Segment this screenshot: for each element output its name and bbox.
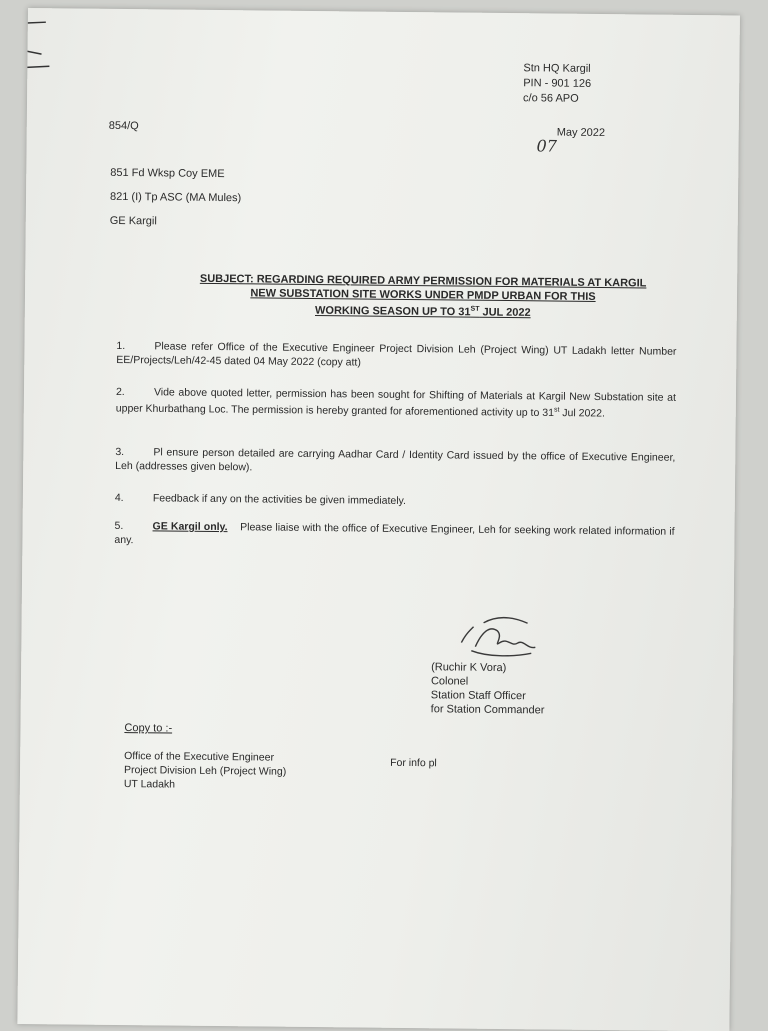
addressee-1: 851 Fd Wksp Coy EME (110, 166, 225, 181)
signatory-name: (Ruchir K Vora) (431, 661, 507, 675)
copy-line-3: UT Ladakh (123, 778, 176, 791)
signatory-rank: Colonel (430, 675, 469, 688)
signature-scribble (453, 612, 554, 665)
addressee-3: GE Kargil (109, 214, 157, 228)
reference-number: 854/Q (108, 119, 139, 133)
apo-address: c/o 56 APO (523, 92, 579, 105)
copy-line-2: Project Division Leh (Project Wing) (123, 764, 287, 778)
copy-to-heading: Copy to :- (124, 722, 173, 735)
paragraph-1: 1. Please refer Office of the Executive Engineer Project Division Leh (Project Wing) UT Ladakh letter Number EE/Projects/Leh/42-45 dated 04 May 2022 (copy att) (116, 339, 677, 369)
paragraph-5-lead: GE Kargil only. (152, 520, 228, 534)
addressee-2: 821 (I) Tp ASC (MA Mules) (109, 190, 242, 205)
signatory-for: for Station Commander (430, 703, 545, 717)
pin-code: PIN - 901 126 (523, 77, 592, 90)
subject-heading (145, 271, 701, 321)
copy-line-1: Office of the Executive Engineer (124, 750, 275, 764)
paragraph-4: 4. Feedback if any on the activities be given immediately. (114, 491, 407, 507)
letter-page (17, 8, 740, 1031)
subject-line-2: NEW SUBSTATION SITE WORKS UNDER PMDP URBAN FOR THIS (250, 287, 596, 303)
paragraph-5: 5. GE Kargil only. Please liaise with the office of Executive Engineer, Leh for seeking work related information if any. (114, 519, 675, 547)
signatory-title: Station Staff Officer (430, 689, 526, 703)
subject-line-1: SUBJECT: REGARDING REQUIRED ARMY PERMISSION FOR MATERIALS AT KARGIL (199, 272, 647, 290)
copy-note: For info pl (390, 756, 437, 770)
paragraph-3: 3. Pl ensure person detailed are carrying Aadhar Card / Identity Card issued by the office of Executive Engineer, Leh (addresses given below). (115, 445, 676, 474)
subject-line-3: WORKING SEASON UP TO 31ST JUL 2022 (314, 304, 531, 319)
letter-date: May 2022 (556, 126, 606, 140)
station-name: Stn HQ Kargil (523, 62, 591, 75)
svg-text:07: 07 (536, 136, 558, 156)
margin-marks (27, 8, 740, 135)
paragraph-2: 2. Vide above quoted letter, permission has been sought for Shifting of Materials at Kargil New Substation site at upper Khurbathang Loc. The permission is hereby granted for aforementioned activity up to 31st Jul 2022. (115, 385, 677, 420)
